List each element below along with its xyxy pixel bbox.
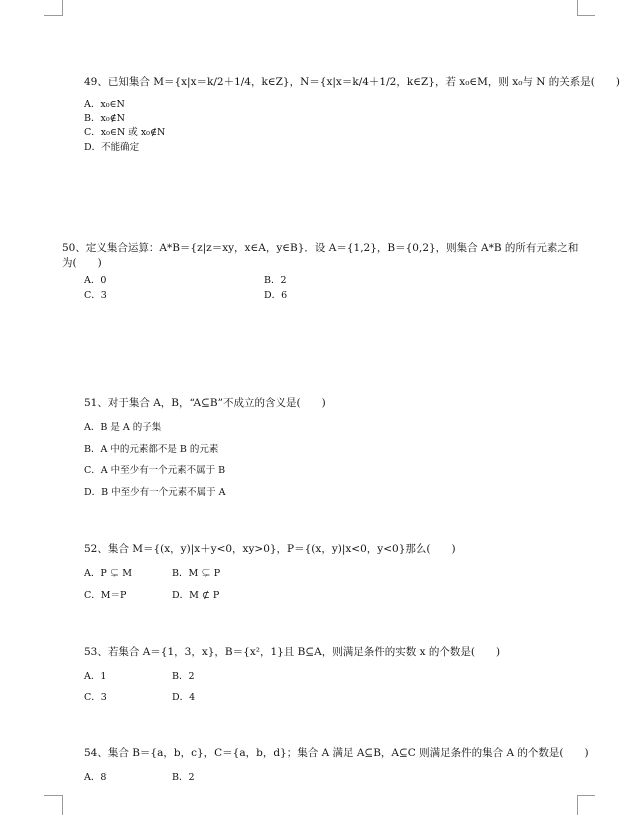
option-d: D．B 中至少有一个元素不属于 A — [84, 487, 226, 498]
crop-mark — [62, 0, 63, 16]
option-b: B．A 中的元素都不是 B 的元素 — [84, 444, 219, 455]
option-c: C．3 — [84, 290, 107, 301]
crop-mark — [577, 795, 595, 796]
option-d: D．6 — [264, 290, 288, 301]
option-a: A．P ⊊ M — [84, 568, 133, 579]
crop-mark — [577, 0, 578, 16]
option-d: D．4 — [172, 692, 196, 703]
crop-mark — [62, 795, 63, 815]
question-stem: 51、对于集合 A，B，“A⊆B”不成立的含义是( ) — [84, 397, 326, 409]
option-d: D．不能确定 — [84, 142, 140, 153]
crop-mark — [577, 15, 595, 16]
question-stem: 52、集合 M＝{(x，y)|x＋y<0，xy>0}，P＝{(x，y)|x<0，y<0}那么( ) — [84, 543, 456, 555]
option-c: C．M＝P — [84, 590, 127, 601]
option-a: A．x₀∈N — [84, 99, 125, 110]
option-d: D．M ⊄ P — [172, 590, 220, 601]
crop-mark — [577, 795, 578, 815]
option-c: C．x₀∈N 或 x₀∉N — [84, 127, 166, 138]
question-stem: 50、定义集合运算：A*B＝{z|z＝xy，x∈A，y∈B}．设 A＝{1,2}，B＝{0,2}，则集合 A*B 的所有元素之和为( ) — [62, 242, 579, 269]
option-a: A．1 — [84, 671, 107, 682]
option-b: B．2 — [172, 671, 195, 682]
option-c: C．A 中至少有一个元素不属于 B — [84, 465, 226, 476]
crop-mark — [44, 795, 62, 796]
question-stem: 49、已知集合 M＝{x|x＝k/2＋1/4，k∈Z}，N＝{x|x＝k/4＋1/2，k∈Z}，若 x₀∈M，则 x₀与 N 的关系是( ) — [84, 76, 620, 88]
question-stem: 54、集合 B＝{a，b，c}，C＝{a，b，d}；集合 A 满足 A⊆B，A⊆C 则满足条件的集合 A 的个数是( ) — [84, 747, 589, 759]
option-c: C．3 — [84, 692, 107, 703]
option-b: B．2 — [172, 772, 195, 783]
option-b: B．2 — [264, 275, 287, 286]
option-b: B．x₀∉N — [84, 113, 125, 124]
option-a: A．B 是 A 的子集 — [84, 422, 162, 433]
option-a: A．8 — [84, 772, 107, 783]
option-a: A．0 — [84, 275, 107, 286]
crop-mark — [44, 15, 62, 16]
question-stem: 53、若集合 A＝{1，3，x}，B＝{x²，1}且 B⊆A，则满足条件的实数 x 的个数是( ) — [84, 646, 501, 658]
option-b: B．M ⊊ P — [172, 568, 221, 579]
